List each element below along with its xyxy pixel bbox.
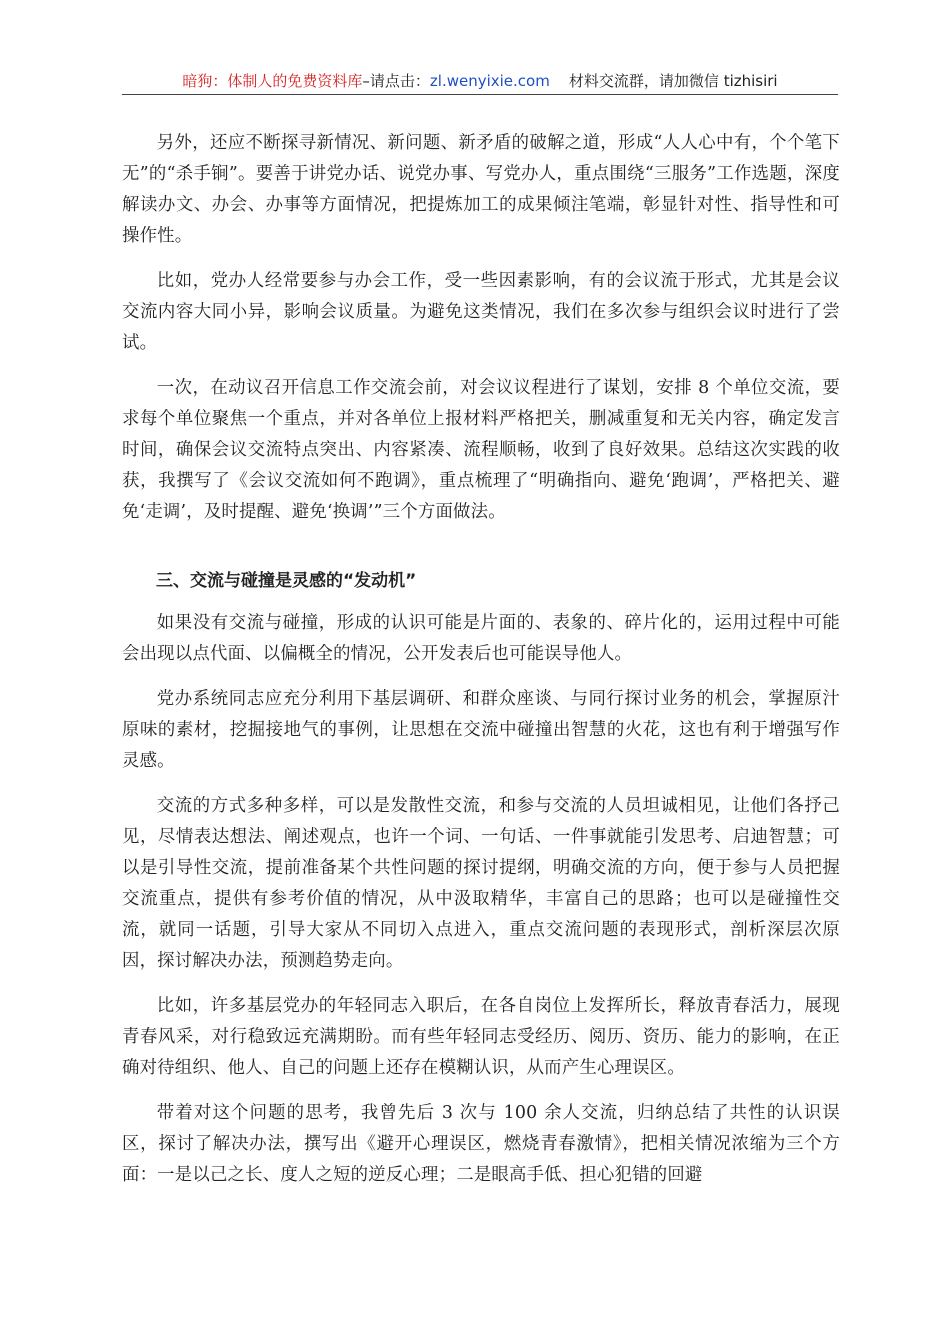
paragraph: 一次，在动议召开信息工作交流会前，对会议议程进行了谋划，安排 8 个单位交流，要求每个单位聚焦一个重点，并对各单位上报材料严格把关，删减重复和无关内容，确定发言时间，确保会议交流特点突出、内容紧凑、流程顺畅，收到了良好效果。总结这次实践的收获，我撰写了《会议交流如何不跑调》，重点梳理了“明确指向、避免‘跑调’，严格把关、避免‘走调’，及时提醒、避免‘换调’”三个方面做法。 <box>122 378 840 522</box>
document-body <box>122 128 840 1205</box>
paragraph: 比如，党办人经常要参与办会工作，受一些因素影响，有的会议流于形式，尤其是会议交流内容大同小异，影响会议质量。为避免这类情况，我们在多次参与组织会议时进行了尝试。 <box>122 271 840 353</box>
paragraph: 比如，许多基层党办的年轻同志入职后，在各自岗位上发挥所长，释放青春活力，展现青春风采，对行稳致远充满期盼。而有些年轻同志受经历、阅历、资历、能力的影响，在正确对待组织、他人、自己的问题上还存在模糊认识，从而产生心理误区。 <box>122 996 840 1078</box>
header-url-link[interactable]: zl.wenyixie.com <box>429 72 550 90</box>
paragraph: 交流的方式多种多样，可以是发散性交流，和参与交流的人员坦诚相见，让他们各抒己见，尽情表达想法、阐述观点，也许一个词、一句话、一件事就能引发思考、启迪智慧；可以是引导性交流，提前准备某个共性问题的探讨提纲，明确交流的方向，便于参与人员把握交流重点，提供有参考价值的情况，从中汲取精华，丰富自己的思路；也可以是碰撞性交流，就同一话题，引导大家从不同切入点进入，重点交流问题的表现形式，剖析深层次原因，探讨解决办法，预测趋势走向。 <box>122 796 840 971</box>
paragraph: 党办系统同志应充分利用下基层调研、和群众座谈、与同行探讨业务的机会，掌握原汁原味的素材，挖掘接地气的事例，让思想在交流中碰撞出智慧的火花，这也有利于增强写作灵感。 <box>122 689 840 771</box>
header-brand: 暗狗：体制人的免费资料库 <box>182 72 363 90</box>
header-wechat: 材料交流群，请加微信 tizhisiri <box>568 72 778 90</box>
section-heading: 三、交流与碰撞是灵感的“发动机” <box>156 571 417 591</box>
paragraph: 带着对这个问题的思考，我曾先后 3 次与 100 余人交流，归纳总结了共性的认识误区，探讨了解决办法，撰写出《避开心理误区，燃烧青春激情》，把相关情况浓缩为三个方面：一是以己之长、度人之短的逆反心理；二是眼高手低、担心犯错的回避 <box>122 1103 840 1185</box>
paragraph: 另外，还应不断探寻新情况、新问题、新矛盾的破解之道，形成“人人心中有，个个笔下无”的“杀手锏”。要善于讲党办话、说党办事、写党办人，重点围绕“三服务”工作选题，深度解读办文、办会、办事等方面情况，把提炼加工的成果倾注笔端，彰显针对性、指导性和可操作性。 <box>122 133 840 246</box>
paragraph: 如果没有交流与碰撞，形成的认识可能是片面的、表象的、碎片化的，运用过程中可能会出现以点代面、以偏概全的情况，公开发表后也可能误导他人。 <box>122 613 840 664</box>
header-click-prefix: –请点击： <box>362 72 430 90</box>
page-header <box>122 70 838 95</box>
